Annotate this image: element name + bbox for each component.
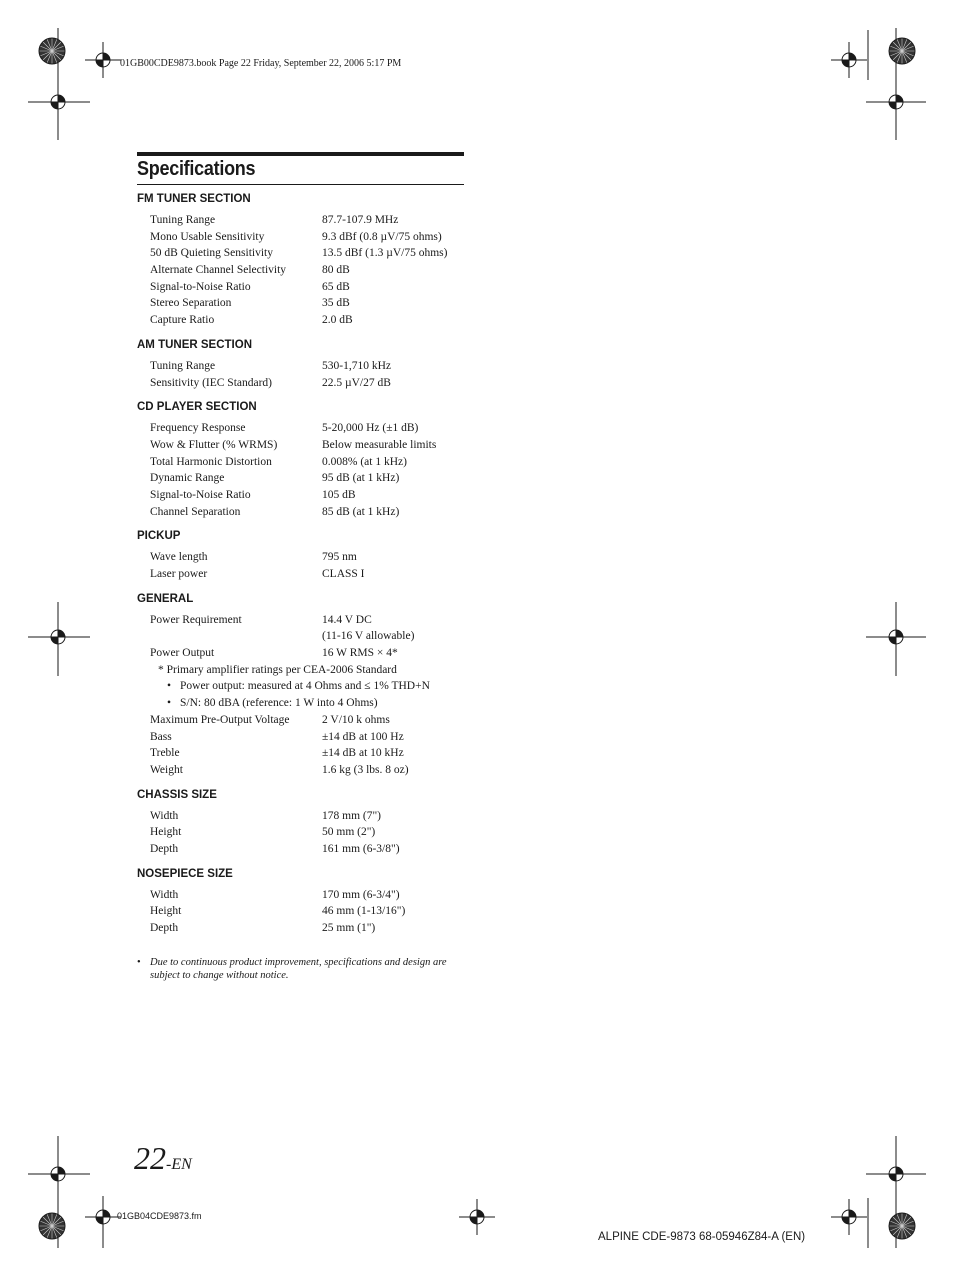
spec-value: 178 mm (7") (322, 809, 381, 822)
spec-label: Channel Separation (150, 505, 241, 518)
spec-row (137, 903, 467, 920)
page-number (134, 1140, 192, 1177)
spec-value: 22.5 µV/27 dB (322, 376, 391, 389)
spec-row (137, 420, 467, 437)
spec-value: 9.3 dBf (0.8 µV/75 ohms) (322, 230, 442, 243)
spec-row (137, 745, 467, 762)
spec-value: Below measurable limits (322, 438, 437, 451)
section-heading: CD PLAYER SECTION (137, 401, 257, 414)
spec-row (137, 295, 467, 312)
spec-label: Height (150, 905, 182, 918)
spec-label: Wow & Flutter (% WRMS) (150, 438, 278, 451)
spec-row (137, 729, 467, 746)
spec-label: Tuning Range (150, 359, 216, 372)
spec-row (137, 887, 467, 904)
footnote-bullet (137, 695, 467, 712)
spec-label: Total Harmonic Distortion (150, 455, 272, 468)
bullet-mark: • (137, 957, 141, 968)
spec-label: Maximum Pre-Output Voltage (150, 713, 290, 726)
spec-row (137, 358, 467, 375)
spec-value: 1.6 kg (3 lbs. 8 oz) (322, 763, 409, 776)
spec-label: Depth (150, 922, 179, 934)
spec-label: Capture Ratio (150, 314, 215, 327)
spec-value: 2.0 dB (322, 314, 353, 327)
section-heading: AM TUNER SECTION (137, 338, 252, 351)
spec-value: 161 mm (6-3/8") (322, 842, 400, 855)
spec-row-continuation (137, 628, 467, 645)
page-number-value: 22 (134, 1140, 166, 1176)
footer-model-code: ALPINE CDE-9873 68-05946Z84-A (EN) (598, 1231, 806, 1243)
disclaimer-text: Due to continuous product improvement, specifications and design are subject to change without notice. (150, 957, 447, 981)
spec-label: Frequency Response (150, 422, 246, 435)
spec-label: Bass (150, 730, 172, 743)
section-heading: PICKUP (137, 530, 181, 543)
spec-label: Laser power (150, 568, 208, 580)
spec-value: 170 mm (6-3/4") (322, 888, 400, 901)
page-number-suffix: -EN (166, 1156, 192, 1173)
footnote: * Primary amplifier ratings per CEA-2006 Standard (158, 663, 397, 676)
spec-value: CLASS I (322, 568, 365, 580)
spec-row (137, 470, 467, 487)
cd-player-section (137, 400, 467, 520)
spec-label: Width (150, 888, 179, 901)
spec-value: 105 dB (322, 488, 356, 501)
spec-label: Height (150, 826, 182, 839)
spec-row (137, 504, 467, 521)
spec-row (137, 212, 467, 229)
spec-label: Sensitivity (IEC Standard) (150, 376, 273, 389)
spec-label: Alternate Channel Selectivity (150, 264, 287, 277)
spec-label: Tuning Range (150, 214, 216, 226)
section-heading: FM TUNER SECTION (137, 193, 251, 205)
bullet-text: S/N: 80 dBA (reference: 1 W into 4 Ohms) (180, 697, 378, 710)
spec-label: Weight (150, 763, 183, 776)
spec-row (137, 279, 467, 296)
section-heading: CHASSIS SIZE (137, 788, 217, 801)
spec-value: 25 mm (1") (322, 922, 376, 934)
spec-label: Power Requirement (150, 613, 242, 626)
spec-value: 95 dB (at 1 kHz) (322, 472, 400, 485)
spec-value: 46 mm (1-13/16") (322, 905, 406, 918)
spec-row (137, 645, 467, 662)
spec-label: Signal-to-Noise Ratio (150, 488, 251, 501)
spec-value: 13.5 dBf (1.3 µV/75 ohms) (322, 247, 448, 260)
spec-value: 80 dB (322, 264, 350, 277)
spec-row (137, 824, 467, 841)
spec-row (137, 245, 467, 262)
spec-label: Wave length (150, 551, 208, 564)
spec-label: Width (150, 809, 179, 822)
spec-row (137, 375, 467, 392)
spec-row (137, 312, 467, 329)
title-rule-bottom (137, 184, 464, 185)
spec-row (137, 229, 467, 246)
spec-value: 87.7-107.9 MHz (322, 214, 399, 226)
page-title: Specifications (137, 158, 256, 180)
spec-label: Depth (150, 842, 179, 855)
section-heading: NOSEPIECE SIZE (137, 867, 233, 880)
spec-value: 35 dB (322, 297, 350, 310)
spec-label: Mono Usable Sensitivity (150, 230, 265, 243)
spec-row (137, 808, 467, 825)
spec-value: 85 dB (at 1 kHz) (322, 505, 400, 518)
general-section (137, 592, 467, 779)
title-block (137, 152, 464, 185)
spec-value: 0.008% (at 1 kHz) (322, 455, 407, 468)
book-header-info: 01GB00CDE9873.book Page 22 Friday, September 22, 2006 5:17 PM (120, 58, 402, 69)
spec-row (137, 437, 467, 454)
chassis-size-section (137, 788, 467, 858)
bullet-text: Power output: measured at 4 Ohms and ≤ 1% THD+N (180, 680, 430, 693)
spec-row (137, 841, 467, 858)
spec-value: 2 V/10 k ohms (322, 713, 390, 726)
spec-row (137, 612, 467, 629)
spec-value: ±14 dB at 100 Hz (322, 730, 404, 743)
spec-value: 5-20,000 Hz (±1 dB) (322, 422, 419, 435)
spec-row (137, 920, 467, 937)
disclaimer-note (137, 956, 467, 982)
section-heading: GENERAL (137, 592, 194, 605)
spec-label: Treble (150, 747, 180, 760)
spec-label-empty (137, 628, 322, 645)
spec-row (137, 566, 467, 583)
spec-label: Dynamic Range (150, 472, 225, 485)
footnote-bullet (137, 678, 467, 695)
spec-value: ±14 dB at 10 kHz (322, 747, 404, 760)
spec-row (137, 487, 467, 504)
bullet-mark: • (167, 697, 172, 710)
spec-row (137, 454, 467, 471)
spec-label: 50 dB Quieting Sensitivity (150, 247, 273, 260)
spec-row (137, 262, 467, 279)
spec-label: Power Output (150, 647, 215, 660)
spec-row (137, 762, 467, 779)
spec-label: Stereo Separation (150, 297, 232, 310)
spec-value: 65 dB (322, 280, 350, 293)
specifications-content (137, 192, 467, 946)
spec-value: (11-16 V allowable) (322, 630, 415, 643)
spec-value: 14.4 V DC (322, 613, 372, 626)
nosepiece-size-section (137, 867, 467, 937)
am-tuner-section (137, 338, 467, 391)
spec-value: 530-1,710 kHz (322, 359, 391, 372)
spec-row (137, 712, 467, 729)
bullet-mark: • (167, 680, 172, 693)
spec-label: Signal-to-Noise Ratio (150, 280, 251, 293)
footer-filename: 01GB04CDE9873.fm (117, 1211, 202, 1221)
spec-value: 50 mm (2") (322, 826, 376, 839)
fm-tuner-section (137, 192, 467, 329)
spec-value: 795 nm (322, 551, 357, 564)
spec-value: 16 W RMS × 4* (322, 647, 398, 660)
spec-row (137, 549, 467, 566)
pickup-section (137, 529, 467, 582)
